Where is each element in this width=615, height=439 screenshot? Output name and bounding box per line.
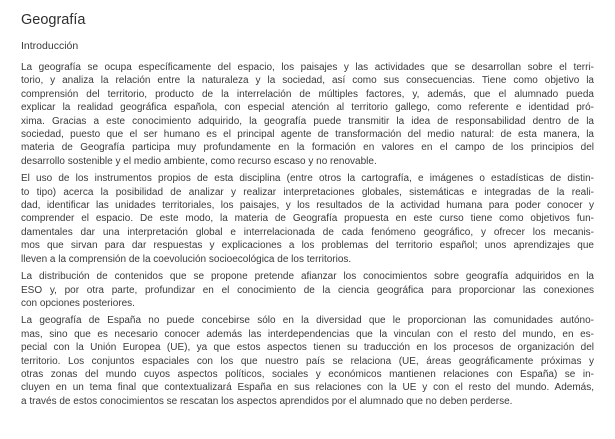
paragraph	[21, 314, 594, 408]
page-title: Geografía	[21, 12, 86, 28]
paragraph-line: dad, identificar las unidades territoriales, los paisajes, y los resultados de la actividad humana para poder conocer y	[21, 200, 594, 212]
paragraph-line: desarrollo sostenible y el medio ambiente, como recurso escaso y no renovable.	[21, 155, 377, 167]
paragraph	[21, 172, 594, 266]
paragraph-line: territorio. Los conjuntos espaciales con los que nuestro país se relaciona (UE, áreas geográficamente próximas y	[21, 355, 594, 367]
paragraph-line: torio, y analiza la relación entre la naturaleza y la sociedad, así como sus consecuencias. Tiene como objetivo la	[21, 75, 594, 87]
document-body	[21, 61, 594, 408]
paragraph-line: ESO y, por otra parte, profundizar en el conocimiento de la ciencia geográfica para proporcionar las conexiones	[21, 284, 594, 296]
paragraph-line: damentales dar una interpretación global e interrelacionada de cada fenómeno geográfico, y ofrecer los mecanis-	[21, 226, 594, 238]
paragraph-line: comprensión del territorio, producto de la interrelación de múltiples factores, y, además, que el alumnado pueda	[21, 88, 594, 100]
paragraph-line: sociedad, puesto que el ser humano es el principal agente de transformación del medio natural: de esta manera, la	[21, 129, 594, 141]
paragraph-line: mas, sino que es necesario conocer además las interdependencias que la vinculan con el resto del mundo, en es-	[21, 328, 594, 340]
paragraph-line: otras zonas del mundo cuyos aspectos políticos, sociales y económicos mantienen relaciones con España) se in-	[21, 368, 594, 380]
paragraph	[21, 270, 594, 310]
paragraph-line: explicar la realidad geográfica española, con especial atención al territorio gallego, como referente e identidad pró-	[21, 102, 594, 114]
paragraph-line: La geografía se ocupa específicamente del espacio, los paisajes y las actividades que se desarrollan sobre el terri-	[21, 62, 594, 73]
section-heading: Introducción	[21, 40, 79, 52]
paragraph	[21, 61, 594, 168]
paragraph-line: El uso de los instrumentos propios de esta disciplina (entre otros la cartografía, e imágenes o estadísticas de distin-	[21, 173, 594, 185]
paragraph-line: materia de Geografía participa muy profundamente en la formación en valores en el campo de los principios del	[21, 142, 594, 154]
paragraph-line: con opciones posteriores.	[21, 297, 135, 309]
paragraph-line: La geografía de España no puede concebirse sólo en la diversidad que le proporcionan las comunidades autóno-	[21, 315, 594, 327]
paragraph-line: La distribución de contenidos que se propone pretende afianzar los conocimientos sobre geografía adquiridos en la	[21, 271, 594, 283]
paragraph-line: cluyen en un tema final que contextualizará España en sus relaciones con la UE y con el resto del mundo. Además,	[21, 382, 594, 394]
paragraph-line: xima. Gracias a este conocimiento adquirido, la geografía puede transmitir la idea de responsabilidad dentro de la	[21, 115, 594, 127]
paragraph-line: a través de estos conocimientos se rescatan los aspectos aprendidos por el alumnado que no deben perderse.	[21, 395, 513, 407]
paragraph-line: comprender el espacio. De este modo, la materia de Geografía propuesta en este curso tiene como objetivos fun-	[21, 213, 594, 225]
paragraph-line: mos que sirvan para dar respuestas y explicaciones a los problemas del territorio español; unos aprendizajes que	[21, 240, 594, 252]
paragraph-line: to tipo) acerca la posibilidad de analizar y realizar interpretaciones globales, sistemáticas e integradas de la reali-	[21, 186, 594, 198]
paragraph-line: lleven a la comprensión de la coevolución socioecológica de los territorios.	[21, 253, 352, 265]
paragraph-line: pecial con la Unión Europea (UE), ya que estos aspectos tienen su traducción en los procesos de organización del	[21, 342, 594, 354]
